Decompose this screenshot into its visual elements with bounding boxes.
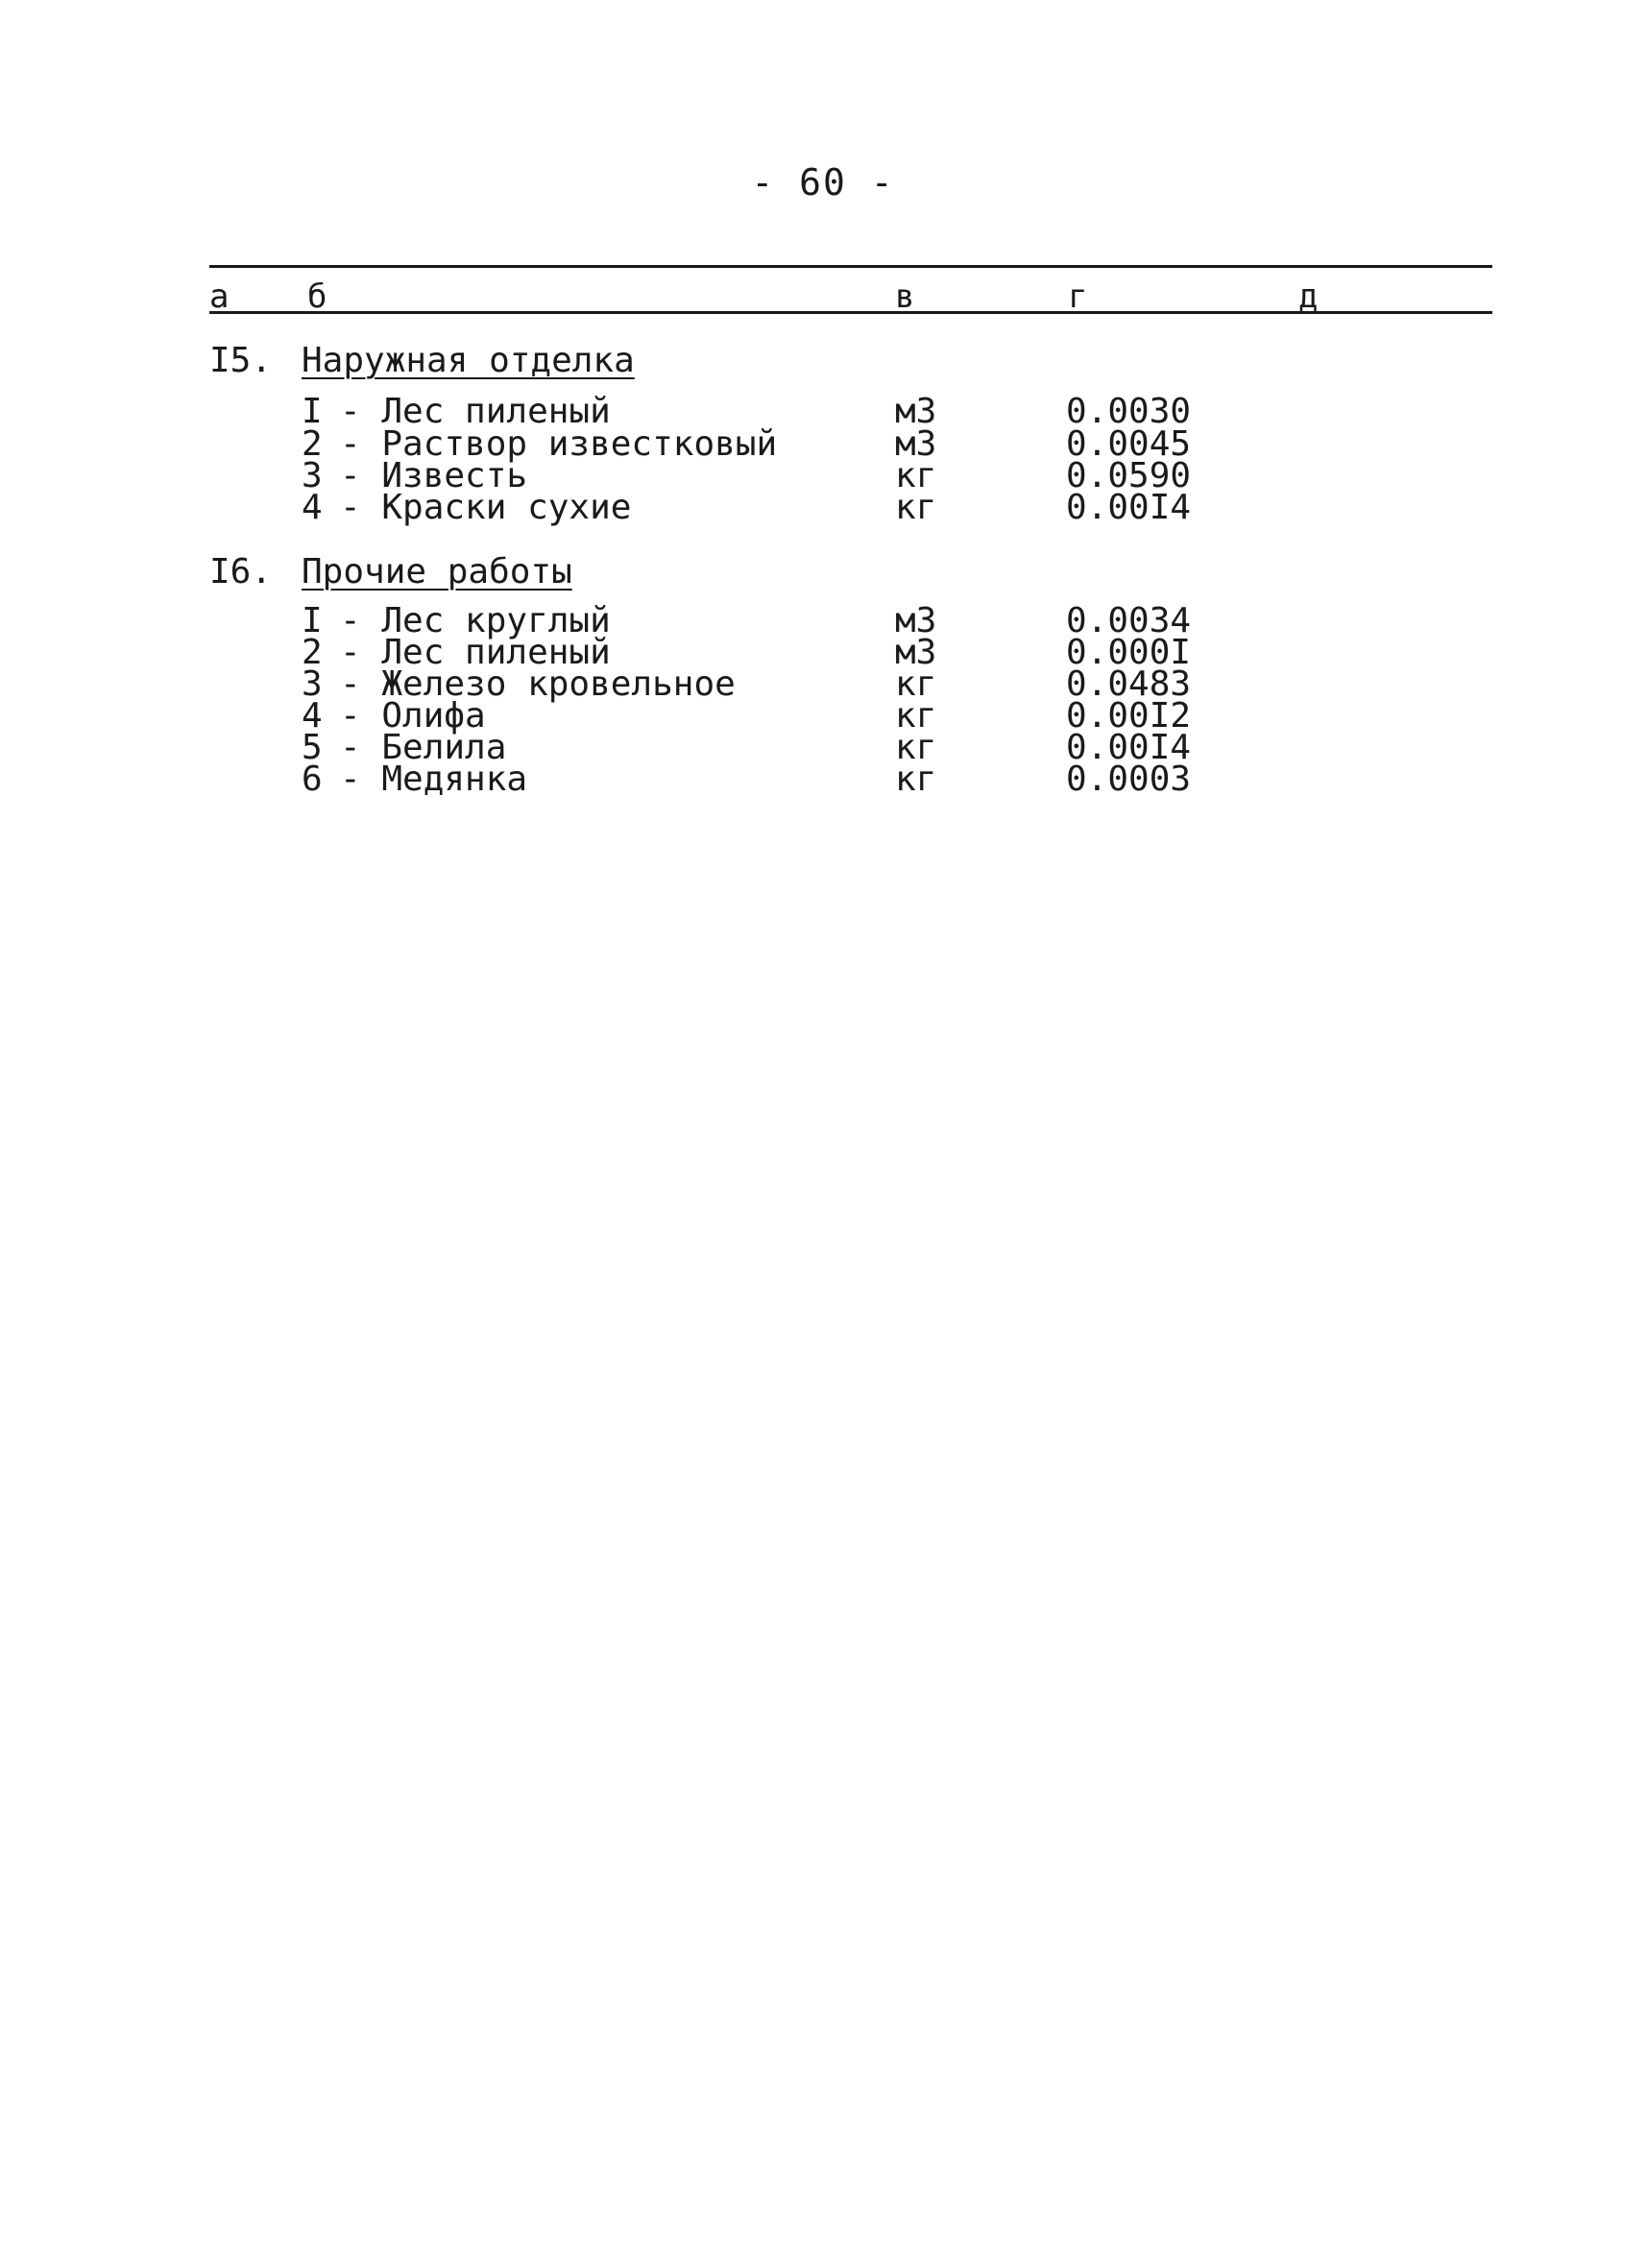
column-header-d: д [1298, 277, 1319, 316]
item-name: - Железо кровельное [340, 664, 736, 704]
item-quantity: 0.000I [1066, 633, 1192, 672]
item-unit: м3 [895, 633, 937, 672]
item-unit: кг [895, 696, 937, 736]
item-quantity: 0.0045 [1066, 424, 1192, 464]
item-number: 3 [302, 664, 323, 704]
list-item [0, 456, 1646, 495]
section-title: Прочие работы [302, 552, 572, 591]
item-name: - Известь [340, 456, 528, 495]
item-quantity: 0.0483 [1066, 664, 1192, 704]
page-number: - 60 - [751, 161, 895, 204]
item-name: - Белила [340, 728, 507, 767]
column-header-v: в [895, 277, 915, 316]
item-quantity: 0.00I4 [1066, 488, 1192, 527]
item-unit: кг [895, 760, 937, 799]
item-unit: м3 [895, 392, 937, 431]
item-quantity: 0.0590 [1066, 456, 1192, 495]
item-name: - Медянка [340, 760, 528, 799]
item-unit: кг [895, 456, 937, 495]
item-quantity: 0.0034 [1066, 601, 1192, 640]
item-unit: м3 [895, 424, 937, 464]
list-item [0, 760, 1646, 799]
item-quantity: 0.00I4 [1066, 728, 1192, 767]
item-unit: м3 [895, 601, 937, 640]
item-number: 5 [302, 728, 323, 767]
item-name: - Лес пиленый [340, 392, 611, 431]
item-number: 2 [302, 424, 323, 464]
section-number: I5. [209, 341, 273, 380]
list-item [0, 601, 1646, 640]
item-quantity: 0.00I2 [1066, 696, 1192, 736]
item-name: - Лес пиленый [340, 633, 611, 672]
list-item [0, 664, 1646, 704]
item-number: 3 [302, 456, 323, 495]
item-unit: кг [895, 664, 937, 704]
item-unit: кг [895, 488, 937, 527]
item-quantity: 0.0030 [1066, 392, 1192, 431]
section-title: Наружная отделка [302, 341, 635, 380]
list-item [0, 728, 1646, 767]
item-number: 4 [302, 488, 323, 527]
column-header-b: б [307, 277, 327, 316]
list-item [0, 633, 1646, 672]
item-name: - Олифа [340, 696, 486, 736]
item-number: 4 [302, 696, 323, 736]
list-item [0, 696, 1646, 736]
table-header-rule [209, 311, 1492, 314]
item-number: I [302, 392, 323, 431]
list-item [0, 488, 1646, 527]
column-header-a: а [209, 277, 230, 316]
table-top-rule [209, 265, 1492, 268]
item-unit: кг [895, 728, 937, 767]
list-item [0, 392, 1646, 431]
item-name: - Лес круглый [340, 601, 611, 640]
item-number: 6 [302, 760, 323, 799]
section-number: I6. [209, 552, 273, 591]
item-number: I [302, 601, 323, 640]
item-name: - Раствор известковый [340, 424, 778, 464]
item-name: - Краски сухие [340, 488, 632, 527]
item-quantity: 0.0003 [1066, 760, 1192, 799]
list-item [0, 424, 1646, 464]
column-header-g: г [1068, 277, 1088, 316]
item-number: 2 [302, 633, 323, 672]
